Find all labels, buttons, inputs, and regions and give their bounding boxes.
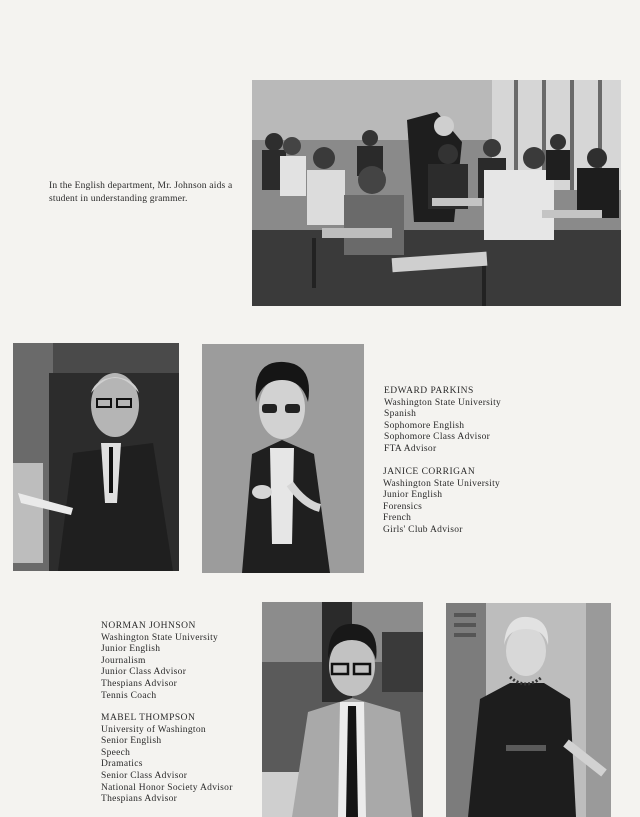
faculty-detail: Tennis Coach (101, 690, 157, 701)
faculty-detail: Junior Class Advisor (101, 667, 187, 678)
faculty-detail: Girls' Club Advisor (383, 524, 463, 535)
faculty-name: NORMAN JOHNSON (101, 621, 196, 631)
portrait-mabel-thompson (446, 603, 611, 817)
faculty-detail: Senior English (101, 736, 162, 747)
bio-edward-parkins (384, 386, 501, 456)
bio-norman-johnson (101, 621, 218, 702)
faculty-detail: Washington State University (384, 397, 502, 408)
faculty-detail: Junior English (383, 490, 443, 501)
portrait-janice-corrigan (202, 344, 364, 573)
faculty-detail: Journalism (101, 655, 146, 666)
portrait-norman-johnson (262, 602, 423, 817)
faculty-detail: National Honor Society Advisor (101, 782, 233, 793)
classroom-photo (252, 80, 621, 306)
faculty-detail: French (383, 513, 412, 524)
faculty-detail: Thespians Advisor (101, 678, 178, 689)
faculty-name: EDWARD PARKINS (384, 386, 474, 396)
faculty-detail: Dramatics (101, 759, 143, 770)
faculty-detail: Thespians Advisor (101, 794, 178, 805)
faculty-detail: University of Washington (101, 724, 206, 735)
faculty-detail: Spanish (384, 409, 417, 420)
faculty-name: JANICE CORRIGAN (383, 467, 476, 477)
faculty-detail: Sophomore Class Advisor (384, 432, 491, 443)
bio-mabel-thompson (101, 713, 233, 806)
faculty-detail: Speech (101, 747, 131, 758)
faculty-detail: Forensics (383, 501, 423, 512)
bio-janice-corrigan (383, 467, 500, 537)
faculty-detail: FTA Advisor (384, 443, 437, 454)
photo-caption: In the English department, Mr. Johnson aids a student in understanding grammer. (49, 181, 233, 204)
faculty-detail: Sophomore English (384, 420, 465, 431)
faculty-detail: Senior Class Advisor (101, 770, 188, 781)
portrait-edward-parkins (13, 343, 179, 571)
faculty-name: MABEL THOMPSON (101, 713, 196, 723)
faculty-detail: Washington State University (101, 632, 219, 643)
faculty-detail: Junior English (101, 644, 161, 655)
faculty-detail: Washington State University (383, 478, 501, 489)
